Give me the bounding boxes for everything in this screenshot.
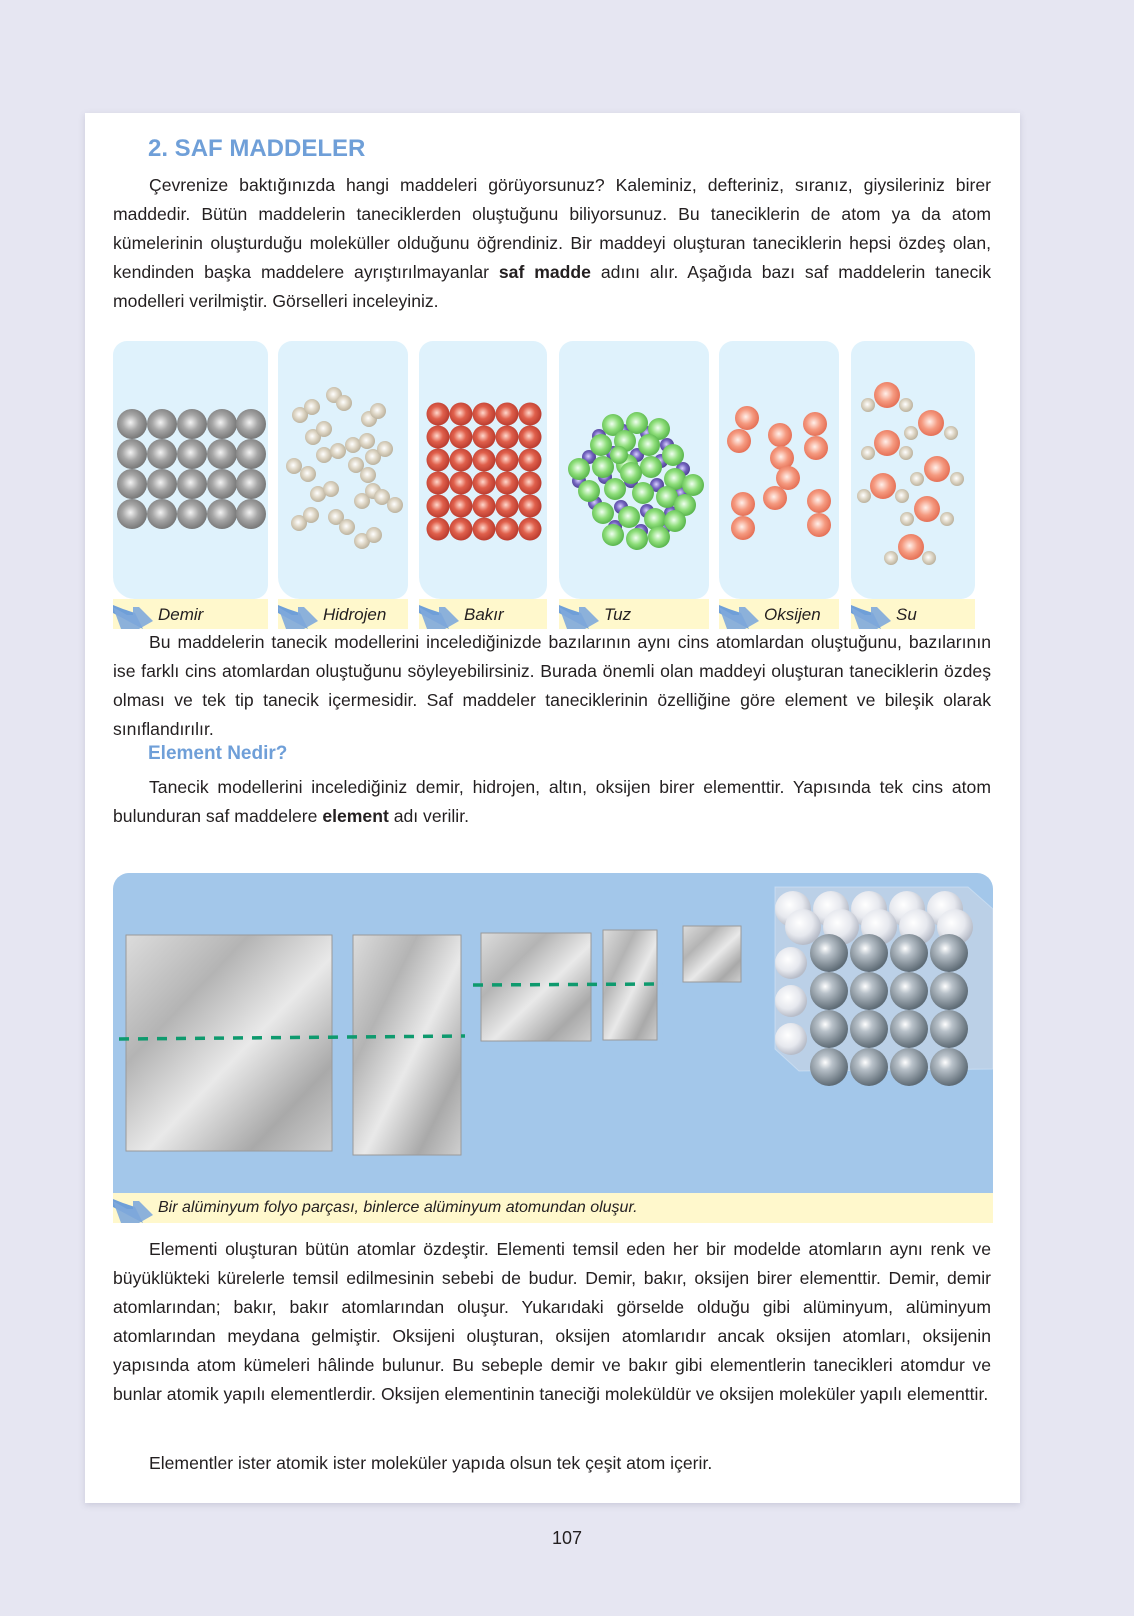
salt-crystal-illustration	[559, 341, 709, 599]
oxygen-molecules-illustration	[719, 341, 839, 599]
classification-paragraph	[113, 628, 991, 744]
model-card-oksijen	[719, 341, 839, 629]
element-definition-paragraph	[113, 773, 991, 831]
model-card-demir	[113, 341, 268, 629]
arrow-icon	[851, 599, 895, 629]
model-label-su: Su	[896, 605, 917, 624]
classification-text: Bu maddelerin tanecik modellerini incelediğinizde bazılarının aynı cins atomlardan oluştuğunu, bazılarının ise farklı cins atomlardan oluştuğunu söyleyebilirsiniz. Burada önemli olan maddeyi oluşturan taneciklerin özdeş olması ve tek tip tanecik içermesidir. Saf maddeler taneciklerinin özelliğine göre element ve bileşik olarak sınıflandırılır.	[113, 632, 991, 739]
element-definition-text: Tanecik modellerini incelediğiniz demir, hidrojen, altın, oksijen birer elementtir. Yapısında tek cins atom bulunduran saf maddelere	[113, 777, 991, 826]
intro-text: Çevrenize baktığınızda hangi maddeleri görüyorsunuz? Kaleminiz, defteriniz, sıranız, giysileriniz birer maddedir. Bütün maddelerin taneciklerden oluştuğunu biliyorsunuz. Bu taneciklerin de atom ya da atom kümelerinin oluşturduğu moleküller olduğunu öğrendiniz. Bir maddeyi oluşturan taneciklerin hepsi özdeş olan, kendinden başka maddelere ayrıştırılmayanlar	[113, 175, 991, 282]
model-card-hidrojen	[278, 341, 408, 629]
summary-text: Elementler ister atomik ister moleküler yapıda olsun tek çeşit atom içerir.	[149, 1453, 713, 1473]
element-bold-term: element	[322, 806, 389, 826]
element-definition-text-end: adı verilir.	[388, 806, 469, 826]
arrow-icon	[278, 599, 322, 629]
page-number: 107	[551, 1528, 583, 1548]
intro-bold-term: saf madde	[498, 262, 591, 282]
arrow-icon	[719, 599, 763, 629]
summary-paragraph	[113, 1449, 991, 1478]
model-card-su	[851, 341, 975, 629]
copper-atoms-illustration	[419, 341, 547, 599]
element-heading: Element Nedir?	[148, 743, 288, 764]
model-label-demir: Demir	[158, 605, 204, 624]
arrow-icon	[113, 599, 157, 629]
model-label-bakir: Bakır	[464, 605, 504, 624]
hydrogen-molecules-illustration	[278, 341, 408, 599]
model-label-hidrojen: Hidrojen	[323, 605, 387, 624]
particle-models-figure	[113, 341, 993, 629]
model-card-bakir	[419, 341, 547, 629]
section-title: 2. SAF MADDELER	[148, 135, 366, 162]
water-molecules-illustration	[851, 341, 975, 599]
foil-caption: Bir alüminyum folyo parçası, binlerce alüminyum atomundan oluşur.	[158, 1199, 638, 1216]
foil-caption-bar	[113, 1193, 993, 1223]
intro-text-end: adını alır. Aşağıda bazı saf maddelerin tanecik modelleri verilmiştir. Görselleri inceleyiniz.	[113, 262, 991, 311]
arrow-icon	[113, 1193, 157, 1223]
iron-atoms-illustration	[113, 341, 268, 599]
model-label-tuz: Tuz	[604, 605, 632, 624]
arrow-icon	[419, 599, 463, 629]
model-label-oksijen: Oksijen	[764, 605, 821, 624]
model-card-tuz	[559, 341, 709, 629]
arrow-icon	[559, 599, 603, 629]
aluminum-atom-cube	[775, 887, 993, 1086]
foil-pieces-illustration	[113, 873, 993, 1193]
element-atoms-paragraph	[113, 1235, 991, 1409]
intro-paragraph	[113, 171, 991, 316]
textbook-page	[85, 113, 1020, 1503]
element-atoms-text: Elementi oluşturan bütün atomlar özdeştir. Elementi temsil eden her bir modelde atomların aynı renk ve büyüklükteki kürelerle temsil edilmesinin sebebi de budur. Demir, bakır, oksijen birer elementtir. Demir, demir atomlarından; bakır, bakır atomlarından oluşur. Yukarıdaki görselde olduğu gibi alüminyum, alüminyum atomlarından meydana gelmiştir. Oksijeni oluşturan, oksijen atomlarıdır ancak oksijen atomları, oksijenin yapısında atom kümeleri hâlinde bulunur. Bu sebeple demir ve bakır gibi elementlerin tanecikleri atomdur ve bunlar atomik yapılı elementlerdir. Oksijen elementinin taneciği moleküldür ve oksijen moleküler yapılı elementtir.	[113, 1239, 991, 1404]
